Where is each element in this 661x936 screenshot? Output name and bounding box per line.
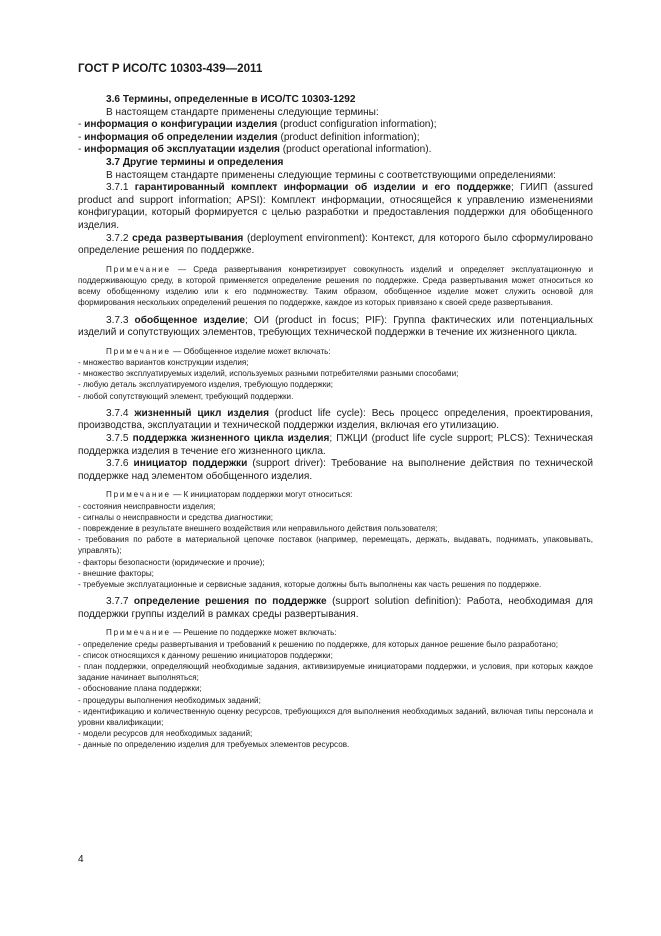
note-list-item: - план поддержки, определяющий необходимые задания, активизируемые инициаторами поддержки, и условия, при которых каждое задание начинает выполняться; xyxy=(78,661,593,683)
note-list-item: - требуемые эксплуатационные и сервисные задания, которые должны быть выполнены как часть решения по поддержке. xyxy=(78,579,542,589)
note-3-7-7: Примечание — Решение по поддержке может включать: - определение среды развертывания и требований к решению по поддержке, для которых данное решение было разработано; - список относящихся к данному решению инициаторов поддержки; - план поддержки, определяющий необходимые задания, активизируемые инициаторами поддержки, и условия, при которых каждое задание начинает выполняться; - обоснование плана поддержки; - процедуры выполнения необходимых заданий; - идентификацию и количественную оценку ресурсов, требующихся для выполнения необходимых заданий, включая типы персонала и уровни квалификации; - модели ресурсов для необходимых заданий; - данные по определению изделия для требуемых элементов ресурсов. xyxy=(78,628,593,750)
note-list-item: - факторы безопасности (юридические и прочие); xyxy=(78,557,265,567)
note-list-item: - процедуры выполнения необходимых заданий; xyxy=(78,695,261,705)
note-3-7-2: Примечание — Среда развертывания конкретизирует совокупность изделий и определяет эксплуатационную и поддерживающую среду, в которой применяется определение решения по поддержке. Среда развертывания может относиться ко всему обобщенному изделию или к его подмножеству. Таким образом, обобщенное изделие может служить основой для формирования нескольких определений решения по поддержке, каждое из которых привязано к своей среде развертывания. xyxy=(78,264,593,308)
note-list-item: - определение среды развертывания и требований к решению по поддержке, для которых данное решение было разработано; xyxy=(78,639,559,649)
section-3-6-title: 3.6 Термины, определенные в ИСО/ТС 10303-1292 xyxy=(106,94,356,105)
note-list-item: - любой сопутствующий элемент, требующий поддержки. xyxy=(78,391,294,401)
term-3-7-7: 3.7.7 определение решения по поддержке (support solution definition): Работа, необходимая для поддержки группы изделий в рамках среды развертывания. xyxy=(78,596,593,620)
note-3-7-6: Примечание — К инициаторам поддержки могут относиться: - состояния неисправности изделия; - сигналы о неисправности и средства диагностики; - повреждение в результате внешнего воздействия или неправильного действия пользователя; - требования по работе в материальной цепочке поставок (например, перемещать, держать, выдавать, поднимать, упаковывать, управлять); - факторы безопасности (юридические и прочие); - внешние факторы; - требуемые эксплуатационные и сервисные задания, которые должны быть выполнены как часть решения по поддержке. xyxy=(78,490,593,589)
note-list-item: - состояния неисправности изделия; xyxy=(78,501,216,511)
term-3-7-1: 3.7.1 гарантированный комплект информации об изделии и его поддержке; ГИИП (assured product and support information; APSI): Комплект информации, относящейся к управлению изменениями конфигурации, который формируется с целью разработки и предоставления поддержки для обобщенного изделия. xyxy=(78,182,593,231)
section-3-6-intro: В настоящем стандарте применены следующие термины: xyxy=(106,106,379,118)
note-list-item: - сигналы о неисправности и средства диагностики; xyxy=(78,512,274,522)
term-3-7-6: 3.7.6 инициатор поддержки (support driver): Требование на выполнение действия по технической поддержке над элементом обобщенного изделия. xyxy=(78,458,593,482)
term-list-item: - информация об определении изделия (product definition information); xyxy=(78,131,420,143)
page-number: 4 xyxy=(78,854,84,865)
term-3-7-3: 3.7.3 обобщенное изделие; ОИ (product in focus; PIF): Группа фактических или потенциальных изделий и сопутствующих элементов, требующих технической поддержки в течение их жизненного цикла. xyxy=(78,314,593,339)
note-list-item: - любую деталь эксплуатируемого изделия, требующую поддержки; xyxy=(78,380,334,390)
term-3-7-4: 3.7.4 жизненный цикл изделия (product life cycle): Весь процесс определения, проектирования, производства, эксплуатации и технической поддержки изделия, включая его утилизацию. xyxy=(78,407,594,432)
note-list-item: - модели ресурсов для необходимых заданий; xyxy=(78,729,253,739)
section-3-7-title: 3.7 Другие термины и определения xyxy=(106,156,284,168)
note-list-item: - внешние факторы; xyxy=(78,568,154,578)
term-3-7-2: 3.7.2 среда развертывания (deployment environment): Контекст, для которого было сформулировано определение решения по поддержке. xyxy=(78,232,593,257)
note-list-item: - идентификацию и количественную оценку ресурсов, требующихся для выполнения необходимых заданий, включая типы персонала и уровни квалификации; xyxy=(78,706,593,727)
note-list-item: - требования по работе в материальной цепочке поставок (например, перемещать, держать, выдавать, поднимать, упаковывать, управлять); xyxy=(78,535,593,556)
note-list-item: - множество эксплуатируемых изделий, используемых разными потребителями разными способами; xyxy=(78,369,459,379)
term-list-item: - информация о конфигурации изделия (product configuration information); xyxy=(78,119,437,131)
standard-header: ГОСТ Р ИСО/ТС 10303-439—2011 xyxy=(78,62,263,75)
note-list-item: - обоснование плана поддержки; xyxy=(78,684,202,694)
note-list-item: - повреждение в результате внешнего воздействия или неправильного действия пользователя; xyxy=(78,523,438,533)
note-list-item: - список относящихся к данному решению инициаторов поддержки; xyxy=(78,650,333,660)
note-list-item: - множество вариантов конструкции изделия; xyxy=(78,357,249,367)
page-content xyxy=(78,94,593,751)
term-3-7-5: 3.7.5 поддержка жизненного цикла изделия; ПЖЦИ (product life cycle support; PLCS): Техническая поддержка изделия в течение его жизненного цикла. xyxy=(78,432,593,457)
term-list-item: - информация об эксплуатации изделия (product operational information). xyxy=(78,144,432,156)
note-3-7-3: Примечание — Обобщенное изделие может включать: - множество вариантов конструкции изделия; - множество эксплуатируемых изделий, используемых разными потребителями разными способами; - любую деталь эксплуатируемого изделия, требующую поддержки; - любой сопутствующий элемент, требующий поддержки. xyxy=(78,346,593,402)
section-3-7-intro: В настоящем стандарте применены следующие термины с соответствующими определениями: xyxy=(106,169,556,181)
note-list-item: - данные по определению изделия для требуемых элементов ресурсов. xyxy=(78,740,350,750)
